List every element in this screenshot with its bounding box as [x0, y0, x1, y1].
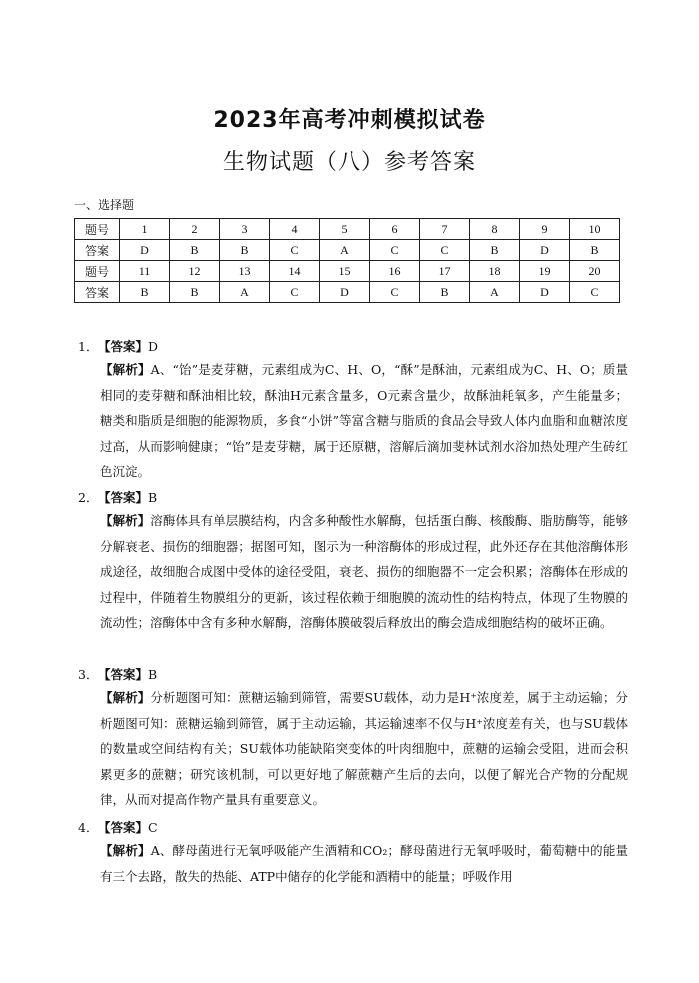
analysis-content: 分析题图可知：蔗糖运输到筛管，需要SU载体，动力是H⁺浓度差，属于主动运输；分析题图可知：蔗糖运输到筛管，属于主动运输，其运输速率不仅与H⁺浓度差有关，也与SU载体的数量或空间结构有关；SU载体功能缺陷突变体的叶肉细胞中，蔗糖的运输会受阻，进而会积累更多的蔗糖；研究该机制，可以更好地了解蔗糖产生后的去向，以便了解光合产物的分配规律，从而对提高作物产量具有重要意义。 [100, 690, 628, 807]
question-number: 19 [520, 261, 570, 282]
question-number: 8 [470, 219, 520, 240]
answer-cell: D [520, 240, 570, 261]
question-4 [78, 818, 628, 889]
answer-cell: B [170, 282, 220, 303]
row-label: 题号 [75, 261, 120, 282]
analysis-content: 溶酶体具有单层膜结构，内含多种酸性水解酶，包括蛋白酶、核酸酶、脂肪酶等，能够分解衰老、损伤的细胞器；据图可知，图示为一种溶酶体的形成过程，此外还存在其他溶酶体形成途径，故细胞合成图中受体的途径受阻，衰老、损伤的细胞器不一定会积累；溶酶体在形成的过程中，伴随着生物膜组分的更新，该过程依赖于细胞膜的流动性的结构特点，体现了生物膜的流动性；溶酶体中含有多种水解酶，溶酶体膜破裂后释放出的酶会造成细胞结构的破坏正确。 [100, 513, 628, 630]
answer-cell: A [220, 282, 270, 303]
answer-tag: 【答案】 [98, 820, 149, 835]
analysis-tag: 【解析】 [100, 690, 151, 705]
question-number: 16 [370, 261, 420, 282]
analysis-tag: 【解析】 [100, 362, 151, 377]
answer-tag: 【答案】 [98, 667, 149, 682]
answer-line [78, 665, 628, 685]
answer-value: D [148, 339, 159, 354]
answer-cell: B [470, 240, 520, 261]
answer-cell: C [270, 282, 320, 303]
answer-table [74, 218, 620, 303]
question-num: 4． [78, 820, 99, 835]
section-heading: 一、选择题 [74, 198, 135, 212]
question-number: 7 [420, 219, 470, 240]
question-number: 11 [120, 261, 170, 282]
question-number: 20 [570, 261, 620, 282]
question-number: 17 [420, 261, 470, 282]
question-number: 4 [270, 219, 320, 240]
table-row [75, 282, 620, 303]
answer-line [78, 818, 628, 838]
question-number: 3 [220, 219, 270, 240]
analysis-text [78, 838, 628, 889]
question-number: 14 [270, 261, 320, 282]
answer-cell: B [570, 240, 620, 261]
answer-cell: D [320, 282, 370, 303]
page-subtitle: 生物试题（八）参考答案 [222, 150, 476, 175]
analysis-text [78, 685, 628, 813]
question-2 [78, 488, 628, 636]
question-num: 3． [78, 667, 99, 682]
answer-cell: D [520, 282, 570, 303]
question-number: 12 [170, 261, 220, 282]
question-number: 6 [370, 219, 420, 240]
question-number: 18 [470, 261, 520, 282]
question-number: 2 [170, 219, 220, 240]
answer-cell: B [220, 240, 270, 261]
question-1 [78, 337, 628, 485]
analysis-text [78, 357, 628, 485]
page-title: 2023年高考冲刺模拟试卷 [213, 108, 486, 133]
question-number: 1 [120, 219, 170, 240]
answer-cell: C [370, 240, 420, 261]
answer-tag: 【答案】 [98, 339, 149, 354]
answer-value: B [148, 667, 158, 682]
answer-tag: 【答案】 [98, 490, 149, 505]
row-label: 题号 [75, 219, 120, 240]
answer-cell: C [570, 282, 620, 303]
question-number: 9 [520, 219, 570, 240]
question-num: 2． [78, 490, 99, 505]
answer-line [78, 337, 628, 357]
row-label: 答案 [75, 240, 120, 261]
analysis-content: A、“饴”是麦芽糖，元素组成为C、H、O，“酥”是酥油，元素组成为C、H、O；质量相同的麦芽糖和酥油相比较，酥油H元素含量多，O元素含量少，故酥油耗氧多，产生能量多；糖类和脂质是细胞的能源物质，多食“小饼”等富含糖与脂质的食品会导致人体内血脂和血糖浓度过高，从而影响健康；“饴”是麦芽糖，属于还原糖，溶解后滴加斐林试剂水浴加热处理产生砖红色沉淀。 [100, 362, 628, 479]
analysis-text [78, 508, 628, 636]
answer-cell: A [470, 282, 520, 303]
table-row [75, 261, 620, 282]
answer-cell: D [120, 240, 170, 261]
answer-line [78, 488, 628, 508]
answer-cell: C [270, 240, 320, 261]
question-number: 15 [320, 261, 370, 282]
table-row [75, 240, 620, 261]
question-number: 13 [220, 261, 270, 282]
answer-cell: B [120, 282, 170, 303]
answer-cell: B [420, 282, 470, 303]
answer-cell: B [170, 240, 220, 261]
row-label: 答案 [75, 282, 120, 303]
question-3 [78, 665, 628, 813]
analysis-tag: 【解析】 [100, 513, 151, 528]
answer-cell: C [420, 240, 470, 261]
question-num: 1． [78, 339, 99, 354]
analysis-content: A、酵母菌进行无氧呼吸能产生酒精和CO₂；酵母菌进行无氧呼吸时，葡萄糖中的能量有三个去路，散失的热能、ATP中储存的化学能和酒精中的能量；呼吸作用 [100, 843, 628, 884]
table-row [75, 219, 620, 240]
answer-value: B [148, 490, 158, 505]
question-number: 10 [570, 219, 620, 240]
answer-value: C [148, 820, 158, 835]
answer-cell: A [320, 240, 370, 261]
analysis-tag: 【解析】 [100, 843, 151, 858]
answer-cell: C [370, 282, 420, 303]
question-number: 5 [320, 219, 370, 240]
